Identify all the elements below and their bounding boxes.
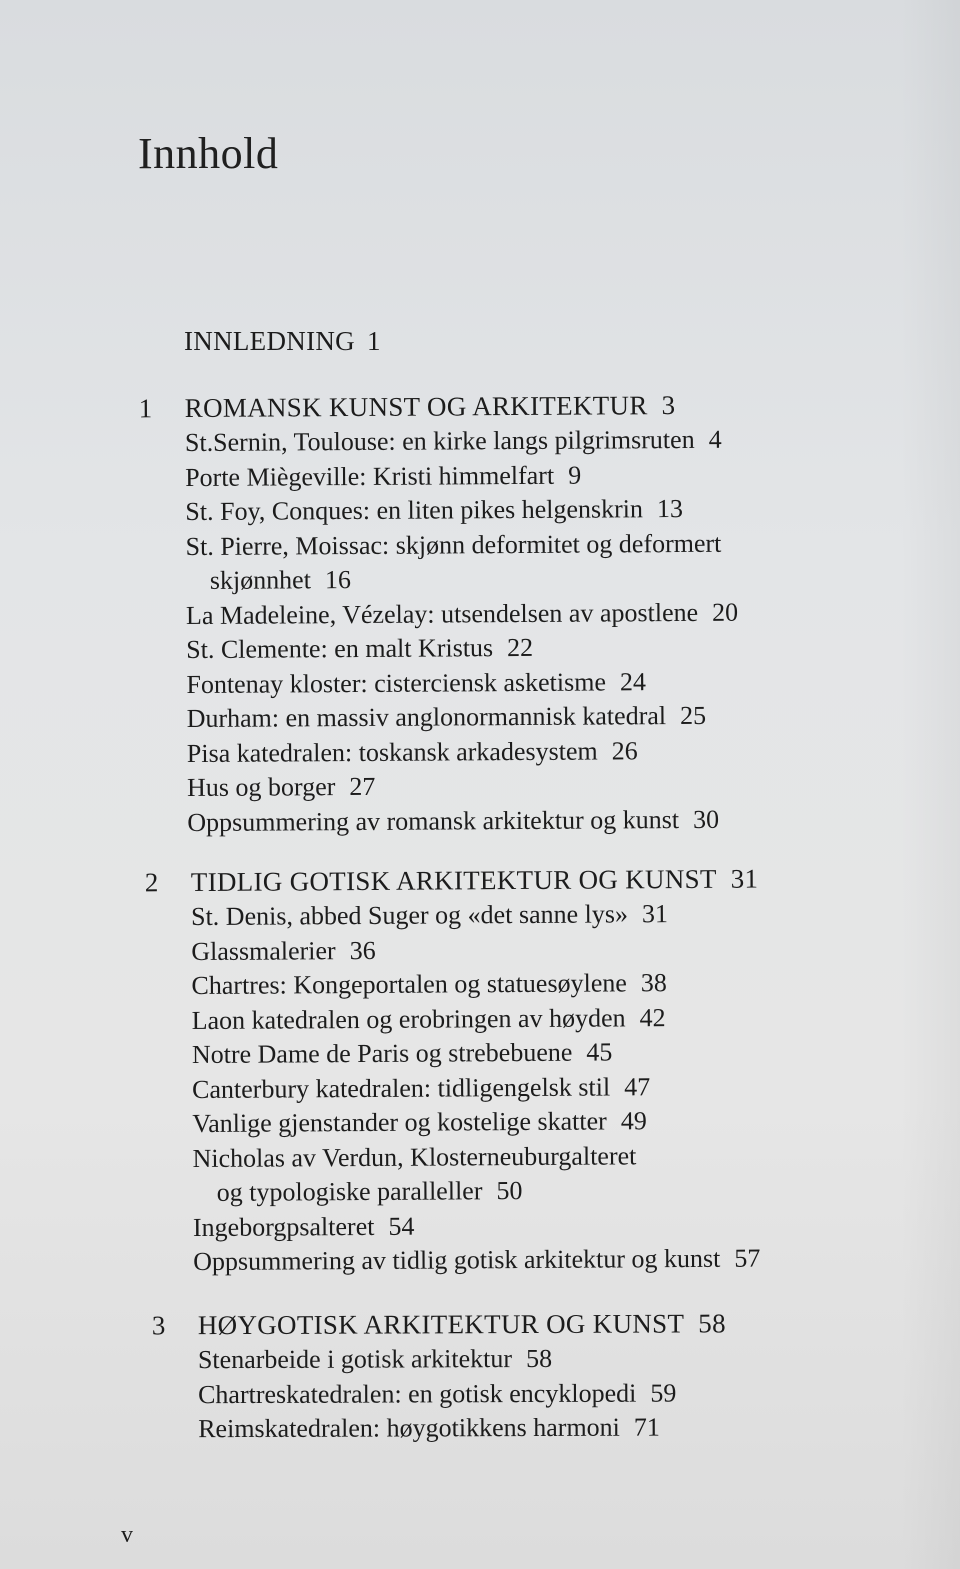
- entry-text: Notre Dame de Paris og strebebuene: [191, 1037, 573, 1070]
- entry-text: Oppsummering av tidlig gotisk arkitektur og kunst: [193, 1243, 721, 1277]
- intro-page: 1: [366, 326, 381, 356]
- entry-text: Porte Miègeville: Kristi himmelfart: [185, 460, 555, 492]
- chapter-entries: [191, 896, 907, 1280]
- entry-page: 58: [525, 1343, 553, 1374]
- entry-text: Ingeborgpsalteret: [192, 1211, 375, 1242]
- toc-entry[interactable]: [187, 732, 901, 771]
- entry-page: 26: [611, 735, 638, 765]
- toc-entry[interactable]: [185, 491, 899, 530]
- entry-text-continued: og typologiske paralleller: [216, 1176, 483, 1207]
- entry-page: 30: [692, 804, 720, 834]
- chapter-entries: [185, 422, 902, 840]
- entry-text: Chartres: Kongeportalen og statuesøylene: [191, 968, 627, 1001]
- entry-text: Nicholas av Verdun, Klosterneuburgalteret: [192, 1140, 637, 1173]
- toc-entry[interactable]: [186, 594, 900, 633]
- toc-entry[interactable]: [191, 896, 905, 935]
- entry-page: 54: [388, 1211, 415, 1241]
- chapter-1: [139, 386, 902, 841]
- entry-text: Fontenay kloster: cisterciensk asketisme: [186, 666, 607, 699]
- entry-text: Hus og borger: [186, 772, 336, 803]
- entry-text: St. Pierre, Moissac: skjønn deformitet og deformert: [185, 528, 722, 561]
- entry-text: St. Denis, abbed Suger og «det sanne lys»: [190, 899, 629, 932]
- entry-page: 45: [586, 1037, 613, 1067]
- entry-page: 31: [641, 899, 669, 929]
- chapter-heading[interactable]: [145, 860, 905, 901]
- toc-entry[interactable]: [192, 1034, 906, 1073]
- chapter-page: 58: [698, 1308, 726, 1339]
- chapter-number: 3: [151, 1310, 166, 1341]
- chapter-title: HØYGOTISK ARKITEKTUR OG KUNST: [197, 1308, 685, 1341]
- entry-text: St. Foy, Conques: en liten pikes helgenskrin: [185, 494, 644, 527]
- entry-text: St.Sernin, Toulouse: en kirke langs pilgrimsruten: [184, 424, 695, 458]
- entry-page: 9: [568, 460, 582, 490]
- toc-entry[interactable]: [191, 965, 905, 1004]
- entry-text: Stenarbeide i gotisk arkitektur: [197, 1344, 513, 1375]
- chapter-title: TIDLIG GOTISK ARKITEKTUR OG KUNST: [190, 863, 717, 898]
- entry-page: 50: [496, 1176, 523, 1206]
- toc-entry[interactable]: [192, 1103, 906, 1142]
- toc-entry[interactable]: [198, 1410, 912, 1447]
- entry-page: 27: [349, 771, 376, 802]
- entry-page: 13: [656, 494, 684, 524]
- chapter-heading[interactable]: [152, 1305, 912, 1344]
- page-title: Innhold: [138, 129, 279, 178]
- entry-page: 36: [349, 935, 376, 965]
- entry-text: Canterbury katedralen: tidligengelsk stil: [192, 1071, 611, 1104]
- chapter-number: 1: [138, 393, 153, 424]
- chapter-3: [152, 1305, 912, 1447]
- entry-page: 59: [650, 1377, 677, 1408]
- entry-text: Durham: en massiv anglonormannisk katedral: [186, 701, 667, 734]
- toc-entry[interactable]: [186, 663, 900, 702]
- toc-entry[interactable]: [193, 1241, 907, 1280]
- page-number: v: [121, 1522, 133, 1548]
- toc-entry[interactable]: [186, 629, 900, 668]
- toc-entry[interactable]: [191, 930, 905, 969]
- chapter-heading[interactable]: [139, 386, 899, 427]
- chapter-page: 31: [730, 863, 759, 894]
- entry-page: 57: [734, 1243, 761, 1273]
- toc-entry[interactable]: [198, 1375, 912, 1412]
- entry-page: 49: [620, 1106, 647, 1136]
- toc-entry[interactable]: [192, 1137, 906, 1210]
- page-shadow: [900, 0, 960, 1569]
- entry-page: 24: [619, 666, 647, 696]
- entry-page: 38: [640, 968, 667, 998]
- entry-text: Chartreskatedralen: en gotisk encyklopedi: [198, 1378, 637, 1409]
- entry-page: 42: [639, 1002, 666, 1032]
- entry-text: Glassmalerier: [191, 935, 336, 966]
- entry-text: Laon katedralen og erobringen av høyden: [191, 1002, 626, 1035]
- toc-entry[interactable]: [187, 698, 901, 737]
- intro-label: INNLEDNING: [184, 326, 355, 356]
- entry-text: Pisa katedralen: toskansk arkadesystem: [186, 736, 598, 768]
- entry-text: Oppsummering av romansk arkitektur og kunst: [187, 804, 680, 837]
- chapter-page: 3: [661, 390, 676, 421]
- entry-page: 47: [624, 1071, 651, 1101]
- toc-entry[interactable]: [185, 525, 899, 598]
- toc-entry[interactable]: [193, 1206, 907, 1245]
- entry-text: Vanlige gjenstander og kostelige skatter: [192, 1106, 607, 1139]
- toc-entry[interactable]: [185, 456, 899, 495]
- toc-entry[interactable]: [185, 422, 899, 461]
- toc-entry[interactable]: [192, 1068, 906, 1107]
- chapter-entries: [198, 1341, 912, 1447]
- entry-page: 20: [712, 597, 739, 627]
- intro-entry[interactable]: [184, 326, 381, 357]
- entry-page: 16: [324, 565, 351, 595]
- entry-text: St. Clemente: en malt Kristus: [186, 633, 494, 665]
- entry-page: 4: [708, 424, 722, 454]
- entry-text: Reimskatedralen: høygotikkens harmoni: [198, 1412, 620, 1444]
- entry-text-continued: skjønnhet: [209, 565, 311, 595]
- toc-entry[interactable]: [198, 1341, 912, 1378]
- chapter-2: [145, 860, 908, 1280]
- toc-entry[interactable]: [187, 767, 901, 806]
- toc-entry[interactable]: [192, 999, 906, 1038]
- toc-entry[interactable]: [187, 801, 901, 840]
- entry-text: La Madeleine, Vézelay: utsendelsen av apostlene: [185, 597, 699, 630]
- chapter-number: 2: [144, 867, 159, 898]
- entry-page: 22: [507, 632, 534, 663]
- chapter-title: ROMANSK KUNST OG ARKITEKTUR: [184, 390, 648, 424]
- entry-page: 71: [633, 1412, 660, 1442]
- entry-page: 25: [679, 700, 707, 731]
